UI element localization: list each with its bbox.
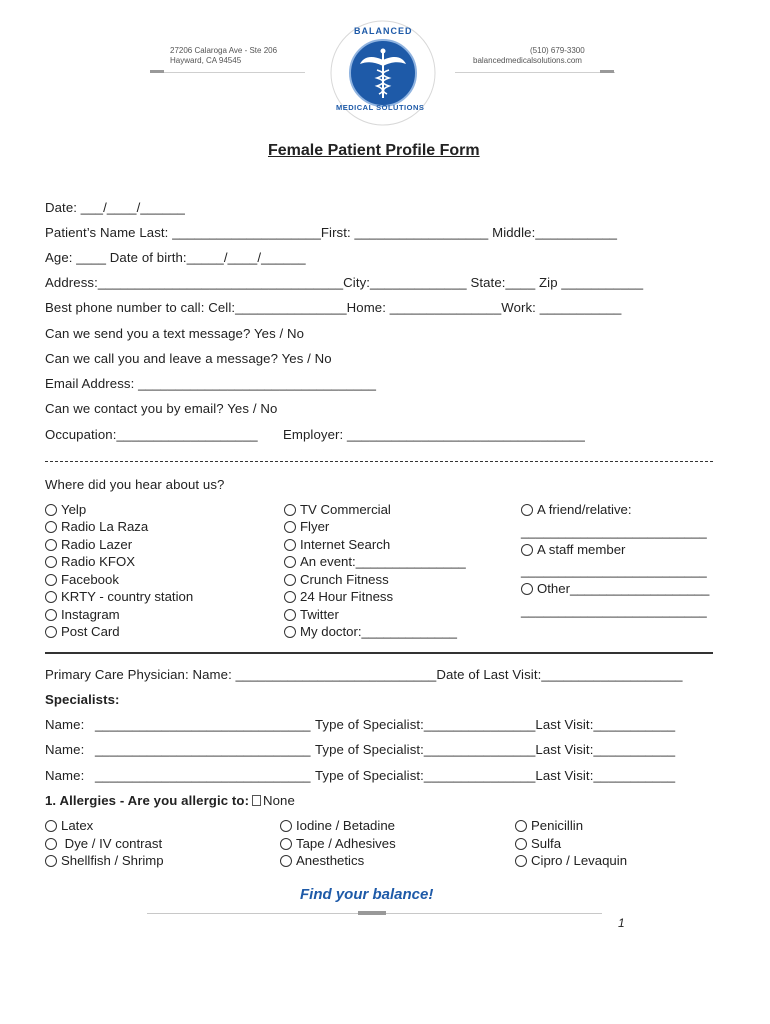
hear-option[interactable]: Post Card: [45, 624, 120, 639]
phone-number: (510) 679-3300: [530, 46, 585, 55]
radio-circle-icon[interactable]: [515, 855, 527, 867]
address-line2: Hayward, CA 94545: [170, 56, 242, 65]
page-number: 1: [618, 916, 625, 930]
friend-blank-line[interactable]: _________________________: [521, 524, 707, 539]
occupation-field[interactable]: Occupation:___________________: [45, 427, 258, 442]
radio-circle-icon[interactable]: [45, 820, 57, 832]
radio-circle-icon[interactable]: [284, 539, 296, 551]
allergy-option[interactable]: Latex: [45, 818, 93, 833]
allergy-option[interactable]: Iodine / Betadine: [280, 818, 395, 833]
specialist-name-label: Name:: [45, 768, 85, 783]
staff-blank-line[interactable]: _________________________: [521, 563, 707, 578]
specialist-name-label: Name:: [45, 717, 85, 732]
section-separator-2: [45, 652, 713, 654]
radio-circle-icon[interactable]: [521, 583, 533, 595]
radio-circle-icon[interactable]: [284, 591, 296, 603]
radio-circle-icon[interactable]: [45, 626, 57, 638]
radio-circle-icon[interactable]: [515, 838, 527, 850]
hear-option[interactable]: Facebook: [45, 572, 119, 587]
specialist-type-field[interactable]: Type of Specialist:_______________Last Visit:___________: [315, 717, 676, 732]
specialist-type-field[interactable]: Type of Specialist:_______________Last Visit:___________: [315, 768, 676, 783]
header-left-rule: [150, 72, 305, 73]
hear-option[interactable]: An event:_______________: [284, 554, 466, 569]
header-left-accent: [150, 70, 164, 73]
hear-option[interactable]: Instagram: [45, 607, 120, 622]
hear-option[interactable]: TV Commercial: [284, 502, 391, 517]
website: balancedmedicalsolutions.com: [473, 56, 582, 65]
date-field[interactable]: Date: ___/____/______: [45, 200, 185, 215]
hear-question: Where did you hear about us?: [45, 477, 225, 492]
specialist-type-field[interactable]: Type of Specialist:_______________Last Visit:___________: [315, 742, 676, 757]
header-right-accent: [600, 70, 614, 73]
specialist-name-field[interactable]: _____________________________: [95, 717, 311, 732]
footer-accent: [358, 911, 386, 915]
patient-name-field[interactable]: Patient’s Name Last: ____________________First: __________________ Middle:___________: [45, 225, 618, 240]
hear-option[interactable]: Internet Search: [284, 537, 390, 552]
section-separator: [45, 461, 713, 462]
radio-circle-icon[interactable]: [280, 855, 292, 867]
radio-circle-icon[interactable]: [515, 820, 527, 832]
allergy-option[interactable]: Anesthetics: [280, 853, 364, 868]
hear-option[interactable]: Radio Lazer: [45, 537, 132, 552]
call-message-question[interactable]: Can we call you and leave a message? Yes / No: [45, 351, 332, 366]
text-message-question[interactable]: Can we send you a text message? Yes / No: [45, 326, 305, 341]
age-dob-field[interactable]: Age: ____ Date of birth:_____/____/______: [45, 250, 306, 265]
radio-circle-icon[interactable]: [45, 591, 57, 603]
radio-circle-icon[interactable]: [45, 609, 57, 621]
hear-option-other[interactable]: Other___________________: [521, 581, 709, 596]
hear-option[interactable]: Yelp: [45, 502, 86, 517]
address-field[interactable]: Address:_________________________________City:_____________ State:____ Zip ___________: [45, 275, 644, 290]
radio-circle-icon[interactable]: [284, 556, 296, 568]
specialist-name-field[interactable]: _____________________________: [95, 742, 311, 757]
footer-tagline: Find your balance!: [300, 886, 434, 903]
specialist-name-label: Name:: [45, 742, 85, 757]
hear-option[interactable]: KRTY - country station: [45, 589, 193, 604]
radio-circle-icon[interactable]: [284, 609, 296, 621]
hear-option[interactable]: Flyer: [284, 519, 329, 534]
logo-bottom-text: MEDICAL SOLUTIONS: [336, 103, 425, 112]
radio-circle-icon[interactable]: [45, 556, 57, 568]
hear-option-staff[interactable]: A staff member: [521, 542, 625, 557]
hear-option[interactable]: Twitter: [284, 607, 339, 622]
primary-physician-field[interactable]: Primary Care Physician: Name: ___________________________Date of Last Visit:___________________: [45, 667, 683, 682]
page-title: Female Patient Profile Form: [268, 142, 480, 159]
radio-circle-icon[interactable]: [280, 820, 292, 832]
radio-circle-icon[interactable]: [45, 539, 57, 551]
hear-option[interactable]: 24 Hour Fitness: [284, 589, 393, 604]
allergies-heading: 1. Allergies - Are you allergic to:: [45, 793, 250, 808]
email-contact-question[interactable]: Can we contact you by email? Yes / No: [45, 401, 278, 416]
allergy-option[interactable]: Tape / Adhesives: [280, 836, 396, 851]
radio-circle-icon[interactable]: [45, 574, 57, 586]
allergies-none-label: None: [263, 793, 295, 808]
hear-option[interactable]: Crunch Fitness: [284, 572, 389, 587]
radio-circle-icon[interactable]: [521, 504, 533, 516]
allergy-option[interactable]: Dye / IV contrast: [45, 836, 162, 851]
hear-option[interactable]: Radio KFOX: [45, 554, 135, 569]
specialist-name-field[interactable]: _____________________________: [95, 768, 311, 783]
radio-circle-icon[interactable]: [521, 544, 533, 556]
radio-circle-icon[interactable]: [280, 838, 292, 850]
radio-circle-icon[interactable]: [45, 838, 57, 850]
phone-field[interactable]: Best phone number to call: Cell:_______________Home: _______________Work: ___________: [45, 300, 622, 315]
radio-circle-icon[interactable]: [45, 855, 57, 867]
radio-circle-icon[interactable]: [45, 521, 57, 533]
none-checkbox-icon[interactable]: [252, 795, 261, 806]
hear-option[interactable]: My doctor:_____________: [284, 624, 457, 639]
radio-circle-icon[interactable]: [45, 504, 57, 516]
header-right-rule: [455, 72, 615, 73]
specialists-heading: Specialists:: [45, 692, 120, 707]
allergy-option[interactable]: Sulfa: [515, 836, 561, 851]
address-line1: 27206 Calaroga Ave - Ste 206: [170, 46, 278, 55]
radio-circle-icon[interactable]: [284, 521, 296, 533]
allergy-option[interactable]: Cipro / Levaquin: [515, 853, 627, 868]
employer-field[interactable]: Employer: ________________________________: [283, 427, 585, 442]
radio-circle-icon[interactable]: [284, 574, 296, 586]
allergy-option[interactable]: Shellfish / Shrimp: [45, 853, 164, 868]
allergy-option[interactable]: Penicillin: [515, 818, 583, 833]
hear-option[interactable]: Radio La Raza: [45, 519, 148, 534]
radio-circle-icon[interactable]: [284, 626, 296, 638]
email-field[interactable]: Email Address: ________________________________: [45, 376, 377, 391]
other-blank-line[interactable]: _________________________: [521, 603, 707, 618]
logo-top-text: BALANCED: [354, 26, 413, 36]
radio-circle-icon[interactable]: [284, 504, 296, 516]
hear-option-friend[interactable]: A friend/relative:: [521, 502, 632, 517]
